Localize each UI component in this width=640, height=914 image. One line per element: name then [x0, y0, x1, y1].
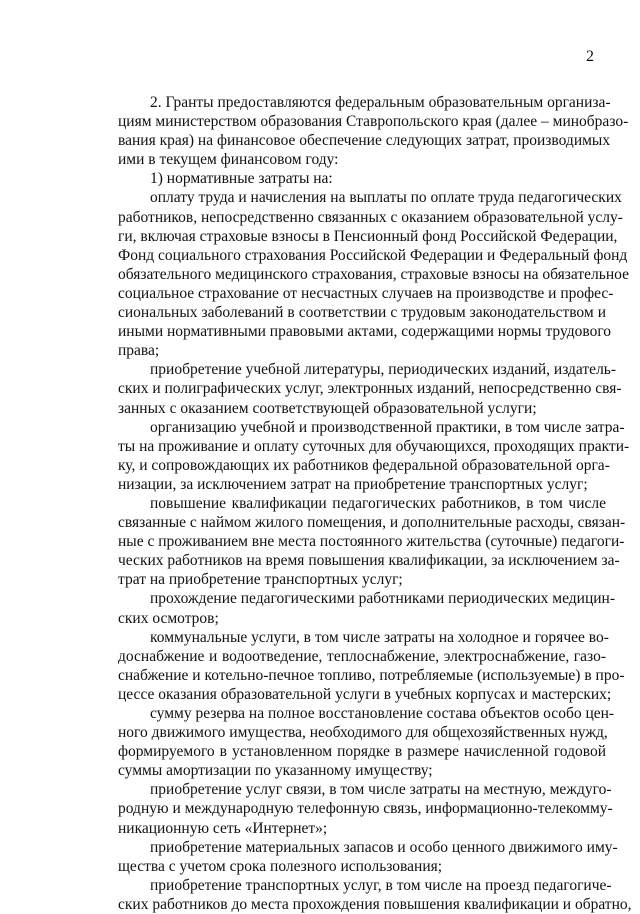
text-line: 2. Гранты предоставляются федеральным образовательным организа- — [150, 94, 611, 111]
text-line: оплату труда и начисления на выплаты по оплате труда педагогических — [150, 189, 622, 207]
text-line: организацию учебной и производственной практики, в том числе затра- — [150, 418, 625, 436]
text-line: родную и международную телефонную связь, информационно-телекомму- — [118, 800, 613, 818]
text-line: коммунальные услуги, в том числе затраты на холодное и горячее во- — [150, 628, 609, 646]
text-line: ческих работников на время повышения квалификации, за исключением за- — [118, 552, 620, 570]
text-line: ные с проживанием вне места постоянного жительства (суточные) педагоги- — [118, 533, 625, 551]
text-line: суммы амортизации по указанному имуществу; — [118, 762, 433, 780]
text-line: ку, и сопровождающих их работников федеральной образовательной орга- — [118, 456, 610, 474]
text-line: 1) нормативные затраты на: — [150, 170, 333, 188]
text-line: сумму резерва на полное восстановление состава объектов особо цен- — [150, 705, 615, 722]
text-line: занных с оказанием соответствующей образовательной услуги; — [118, 399, 537, 417]
text-line: сиональных заболеваний в соответствии с трудовым законодательством и — [118, 304, 606, 322]
text-line: ских работников до места прохождения повышения квалификации и обратно, — [118, 895, 632, 913]
text-line: ских и полиграфических услуг, электронных изданий, непосредственно свя- — [118, 380, 622, 398]
text-line: связанные с наймом жилого помещения, и дополнительные расходы, связан- — [118, 514, 626, 532]
text-line: ного движимого имущества, необходимого для общехозяйственных нужд, — [118, 724, 608, 742]
document-body — [118, 93, 632, 914]
text-line: обязательного медицинского страхования, страховые взносы на обязательное — [118, 265, 629, 283]
text-line: работников, непосредственно связанных с оказанием образовательной услу- — [118, 208, 623, 226]
text-line: иными нормативными правовыми актами, содержащими нормы трудового — [118, 323, 612, 341]
text-line: приобретение услуг связи, в том числе затраты на местную, междуго- — [150, 781, 612, 799]
text-line: ими в текущем финансовом году: — [118, 151, 339, 169]
text-line: права; — [118, 342, 160, 360]
text-line: ги, включая страховые взносы в Пенсионный фонд Российской Федерации, — [118, 227, 618, 245]
text-line: цессе оказания образовательной услуги в учебных корпусах и мастерских; — [118, 685, 612, 703]
text-line: социальное страхование от несчастных случаев на производстве и профес- — [118, 284, 614, 302]
text-line: циям министерством образования Ставропольского края (далее – минобразо- — [118, 113, 629, 131]
text-line: доснабжение и водоотведение, теплоснабжение, электроснабжение, газо- — [118, 647, 606, 665]
text-line: трат на приобретение транспортных услуг; — [118, 571, 403, 589]
text-line: ты на проживание и оплату суточных для обучающихся, проходящих практи- — [118, 437, 630, 455]
text-line: прохождение педагогическими работниками периодических медицин- — [150, 590, 615, 608]
text-line: вания края) на финансовое обеспечение следующих затрат, производимых — [118, 132, 611, 150]
text-line: повышение квалификации педагогических работников, в том числе — [150, 494, 606, 512]
text-line: снабжение и котельно-печное топливо, потребляемые (используемые) в про- — [118, 666, 625, 684]
text-line: ских осмотров; — [118, 609, 219, 627]
text-line: приобретение учебной литературы, периодических изданий, издатель- — [150, 361, 617, 379]
text-line: Фонд социального страхования Российской Федерации и Федеральный фонд — [118, 246, 628, 264]
text-line: приобретение транспортных услуг, в том числе на проезд педагогиче- — [150, 876, 612, 894]
page-number: 2 — [586, 48, 594, 65]
text-line: щества с учетом срока полезного использования; — [118, 857, 443, 875]
text-line: низации, за исключением затрат на приобретение транспортных услуг; — [118, 475, 588, 493]
text-line: формируемого в установленном порядке в размере начисленной годовой — [118, 743, 606, 761]
text-line: никационную сеть «Интернет»; — [118, 819, 328, 837]
text-line: приобретение материальных запасов и особо ценного движимого иму- — [150, 838, 618, 856]
